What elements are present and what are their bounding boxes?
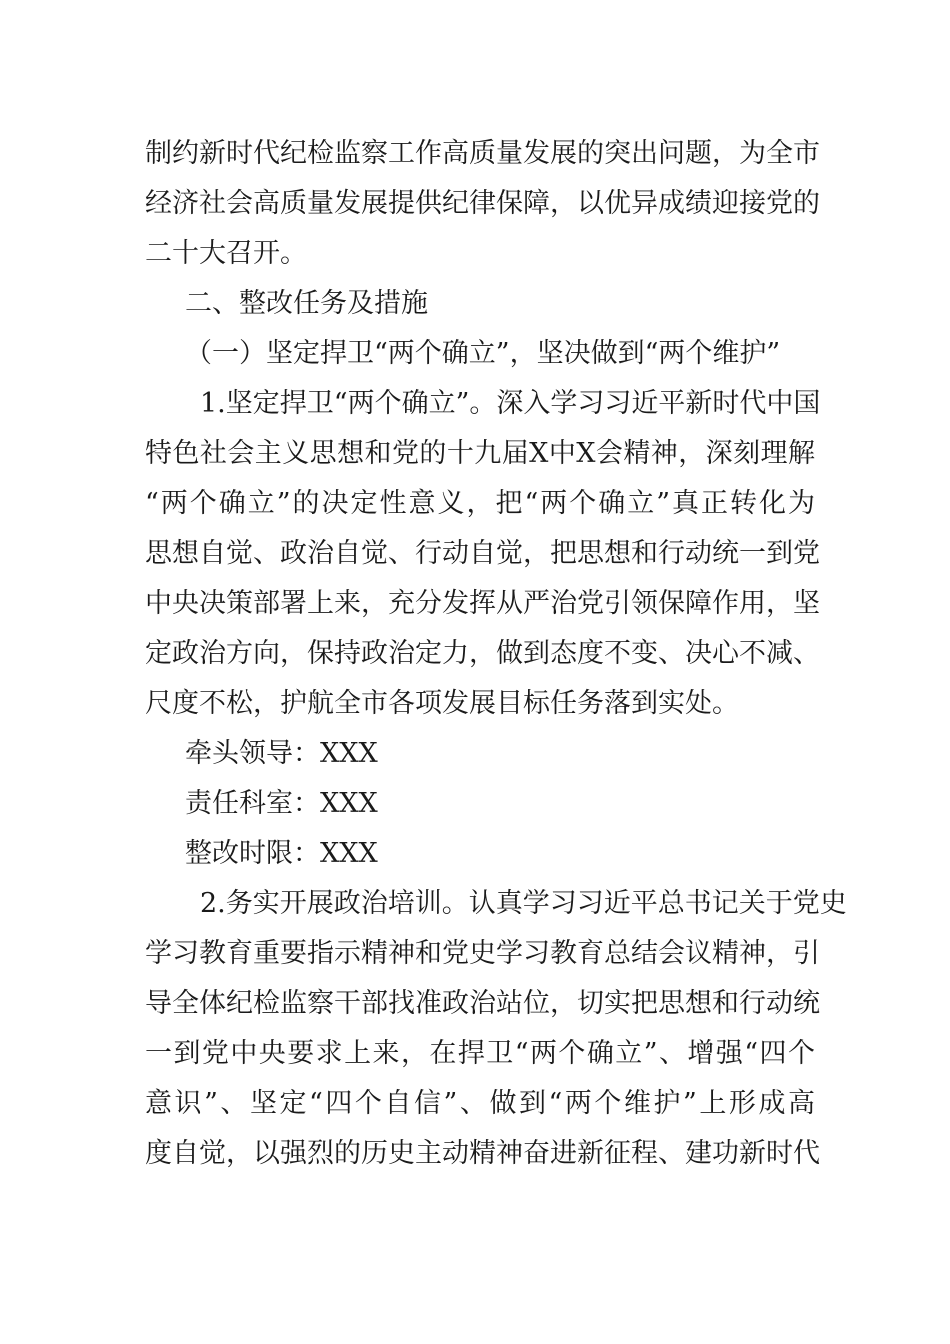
text-line: 导全体纪检监察干部找准政治站位，切实把思想和行动统 <box>145 988 820 1019</box>
text-line: 制约新时代纪检监察工作高质量发展的突出问题，为全市 <box>145 138 820 169</box>
text-line: “两个确立”的决定性意义，把“两个确立”真正转化为 <box>145 488 815 519</box>
text-line: 经济社会高质量发展提供纪律保障，以优异成绩迎接党的 <box>145 188 820 219</box>
text-line: 学习教育重要指示精神和党史学习教育总结会议精神，引 <box>145 938 820 969</box>
text-line: 思想自觉、政治自觉、行动自觉，把思想和行动统一到党 <box>145 538 820 569</box>
responsible-dept: 责任科室：XXX <box>185 788 378 819</box>
text-line: 二十大召开。 <box>145 238 307 269</box>
text-line: 意识”、坚定“四个自信”、做到“两个维护”上形成高 <box>145 1088 815 1119</box>
text-line: 一到党中央要求上来，在捍卫“两个确立”、增强“四个 <box>145 1038 815 1069</box>
section-heading: 二、整改任务及措施 <box>185 288 428 319</box>
text-line: 尺度不松，护航全市各项发展目标任务落到实处。 <box>145 688 739 719</box>
text-line: 1.坚定捍卫“两个确立”。深入学习习近平新时代中国 <box>200 388 821 419</box>
text-line: 特色社会主义思想和党的十九届X中X会精神，深刻理解 <box>145 438 815 469</box>
subsection-heading: （一）坚定捍卫“两个确立”，坚决做到“两个维护” <box>185 338 781 369</box>
text-line: 中央决策部署上来，充分发挥从严治党引领保障作用，坚 <box>145 588 820 619</box>
text-line: 度自觉，以强烈的历史主动精神奋进新征程、建功新时代 <box>145 1138 820 1169</box>
lead-leader: 牵头领导：XXX <box>185 738 378 769</box>
text-line: 2.务实开展政治培训。认真学习习近平总书记关于党史 <box>200 888 847 919</box>
deadline: 整改时限：XXX <box>185 838 378 869</box>
text-line: 定政治方向，保持政治定力，做到态度不变、决心不减、 <box>145 638 820 669</box>
